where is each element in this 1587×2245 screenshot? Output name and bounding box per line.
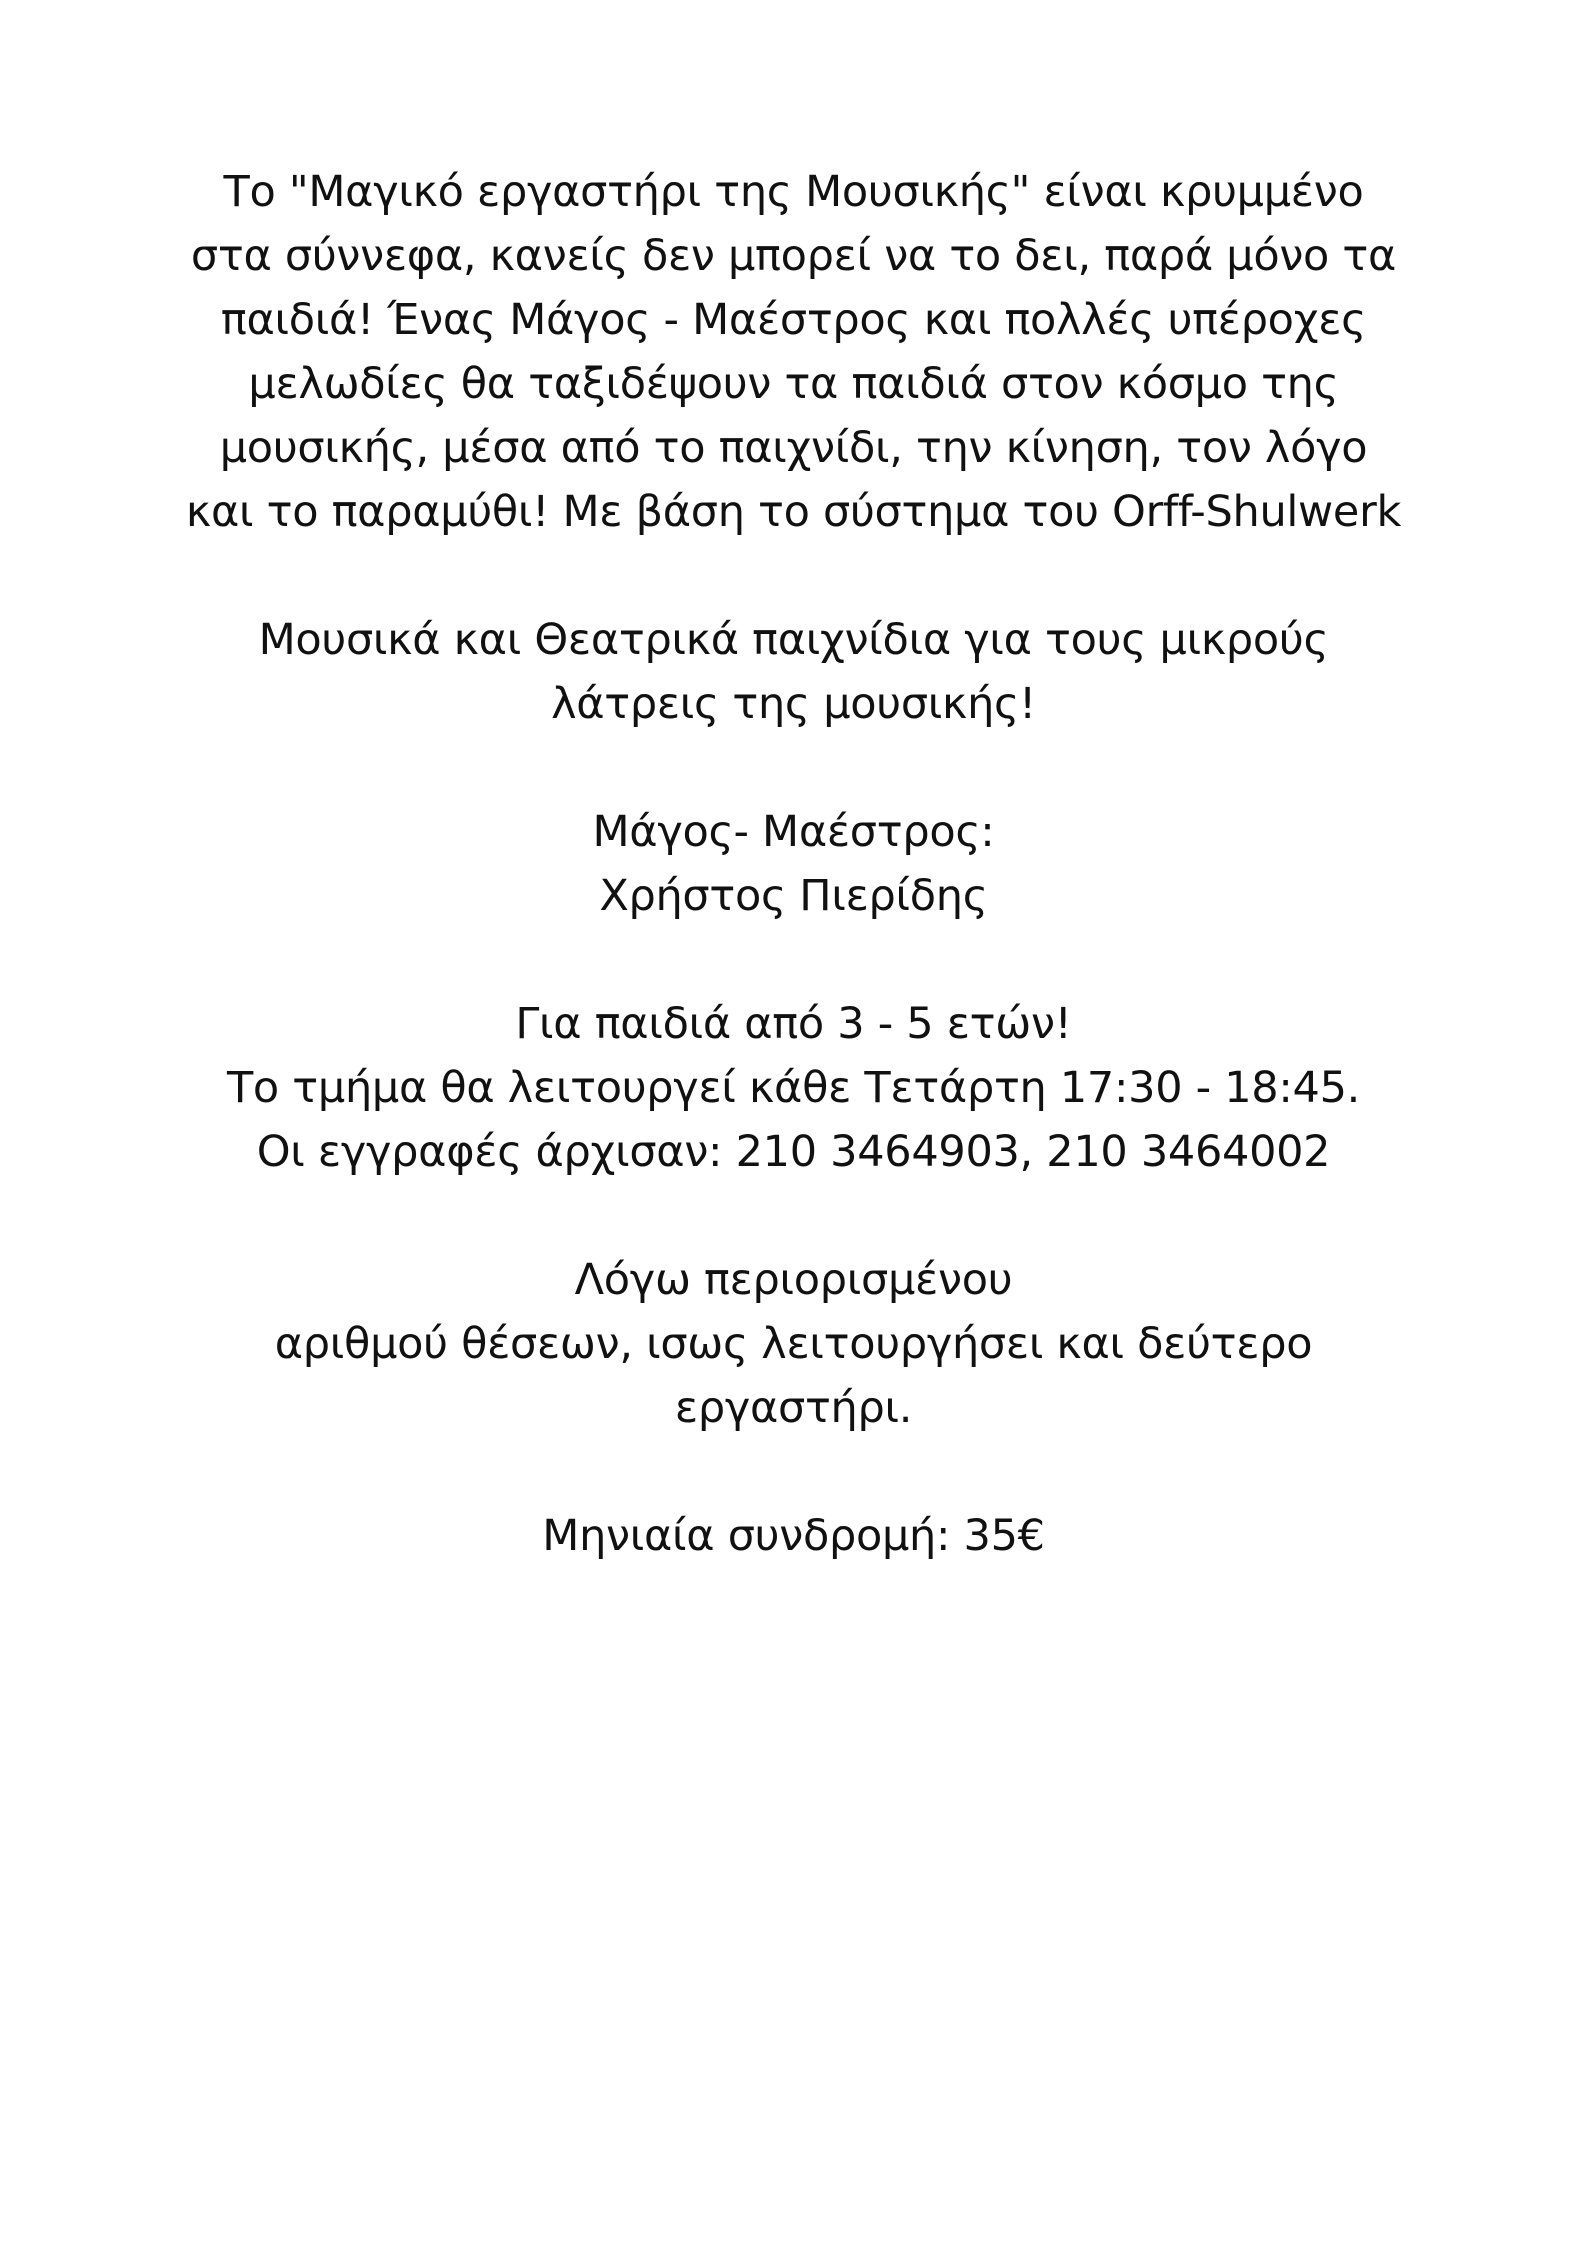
fee-paragraph xyxy=(120,1504,1467,1568)
text-line: Χρήστος Πιερίδης xyxy=(599,871,988,921)
text-line: στα σύννεφα, κανείς δεν μπορεί να το δει, παρά μόνο τα xyxy=(190,231,1397,281)
schedule-paragraph xyxy=(120,992,1467,1184)
text-line: λάτρεις της μουσικής! xyxy=(551,679,1036,729)
games-paragraph xyxy=(120,608,1467,736)
text-line: μουσικής, μέσα από το παιχνίδι, την κίνηση, τον λόγο xyxy=(219,423,1368,473)
text-line: εργαστήρι. xyxy=(674,1383,913,1433)
text-line: και το παραμύθι! Με βάση το σύστημα του Orff-Shulwerk xyxy=(185,487,1402,537)
text-line: Λόγω περιορισμένου xyxy=(574,1255,1013,1305)
text-line: μελωδίες θα ταξιδέψουν τα παιδιά στον κόσμο της xyxy=(248,359,1339,409)
text-line: παιδιά! Ένας Μάγος - Μαέστρος και πολλές υπέροχες xyxy=(220,295,1367,345)
availability-paragraph xyxy=(120,1248,1467,1440)
document-body xyxy=(120,160,1467,1632)
text-line: Μηνιαία συνδρομή: 35€ xyxy=(542,1511,1045,1561)
text-line: Για παιδιά από 3 - 5 ετών! xyxy=(515,999,1072,1049)
intro-paragraph xyxy=(120,160,1467,544)
text-line: Μουσικά και Θεατρικά παιχνίδια για τους μικρούς xyxy=(258,615,1329,665)
text-line: Το τμήμα θα λειτουργεί κάθε Τετάρτη 17:30 - 18:45. xyxy=(226,1063,1361,1113)
text-line: αριθμού θέσεων, ισως λειτουργήσει και δεύτερο xyxy=(274,1319,1313,1369)
instructor-paragraph xyxy=(120,800,1467,928)
text-line: Οι εγγραφές άρχισαν: 210 3464903, 210 3464002 xyxy=(256,1127,1331,1177)
text-line: Μάγος- Μαέστρος: xyxy=(592,807,995,857)
text-line: Το "Μαγικό εργαστήρι της Μουσικής" είναι κρυμμένο xyxy=(223,167,1364,217)
